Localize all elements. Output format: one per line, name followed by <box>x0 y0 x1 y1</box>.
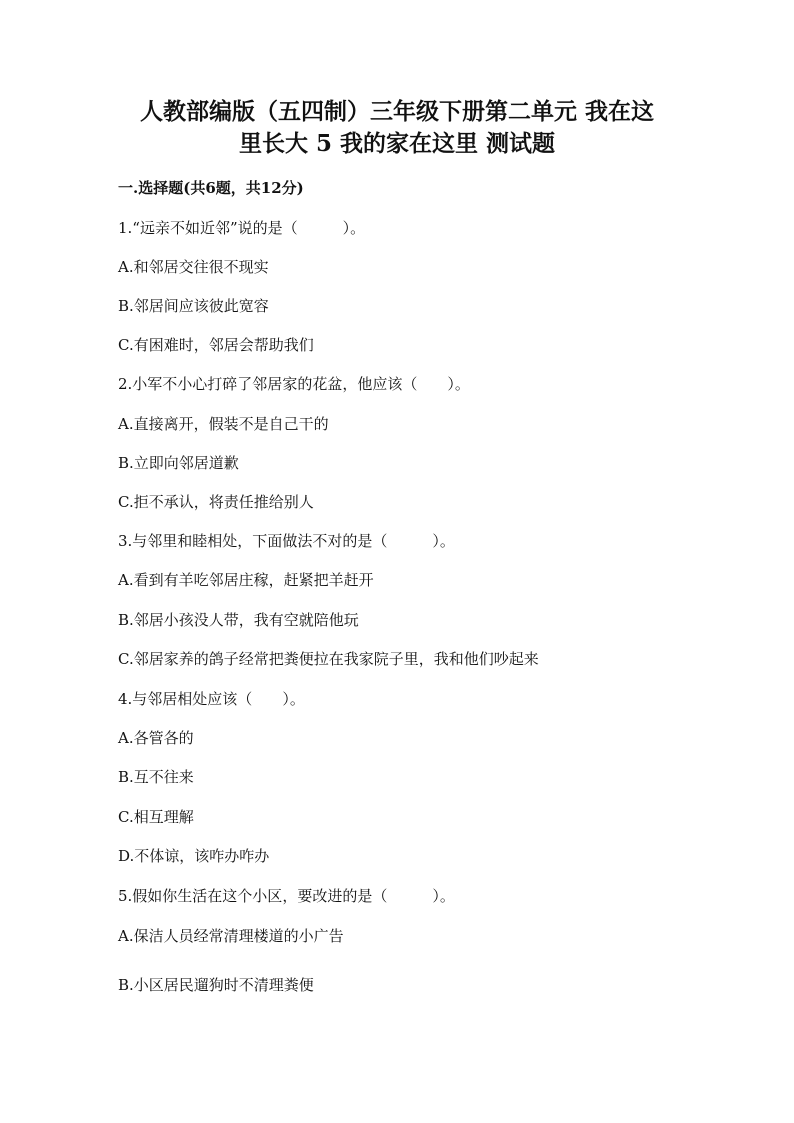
question-2-stem: 2.小军不小心打碎了邻居家的花盆，他应该（ ）。 <box>118 375 470 393</box>
section-heading: 一.选择题(共6题，共12分) <box>118 179 304 197</box>
question-5-option-b: B.小区居民遛狗时不清理粪便 <box>118 976 314 994</box>
question-3-option-b: B.邻居小孩没人带，我有空就陪他玩 <box>118 611 359 629</box>
question-1-option-c: C.有困难时，邻居会帮助我们 <box>118 336 314 354</box>
page-title-line-1: 人教部编版（五四制）三年级下册第二单元 我在这 <box>139 98 654 125</box>
question-1-option-a: A.和邻居交往很不现实 <box>118 258 269 276</box>
question-4-stem: 4.与邻居相处应该（ ）。 <box>118 690 305 708</box>
question-5-stem: 5.假如你生活在这个小区，要改进的是（ ）。 <box>118 887 455 905</box>
question-4-option-c: C.相互理解 <box>118 808 194 826</box>
question-1-option-b: B.邻居间应该彼此宽容 <box>118 297 269 315</box>
question-4-option-b: B.互不往来 <box>118 768 194 786</box>
question-3-option-a: A.看到有羊吃邻居庄稼，赶紧把羊赶开 <box>118 571 374 589</box>
question-5-option-a: A.保洁人员经常清理楼道的小广告 <box>118 927 344 945</box>
question-3-option-c: C.邻居家养的鸽子经常把粪便拉在我家院子里，我和他们吵起来 <box>118 650 539 668</box>
question-4-option-a: A.各管各的 <box>118 729 194 747</box>
question-2-option-a: A.直接离开，假装不是自己干的 <box>118 415 329 433</box>
question-1-stem: 1.“远亲不如近邻”说的是（ ）。 <box>118 219 366 237</box>
question-2-option-b: B.立即向邻居道歉 <box>118 454 239 472</box>
question-4-option-d: D.不体谅，该咋办咋办 <box>118 847 270 865</box>
question-2-option-c: C.拒不承认，将责任推给别人 <box>118 493 314 511</box>
page-title-line-2: 里长大 5 我的家在这里 测试题 <box>238 130 556 157</box>
question-3-stem: 3.与邻里和睦相处，下面做法不对的是（ ）。 <box>118 532 455 550</box>
